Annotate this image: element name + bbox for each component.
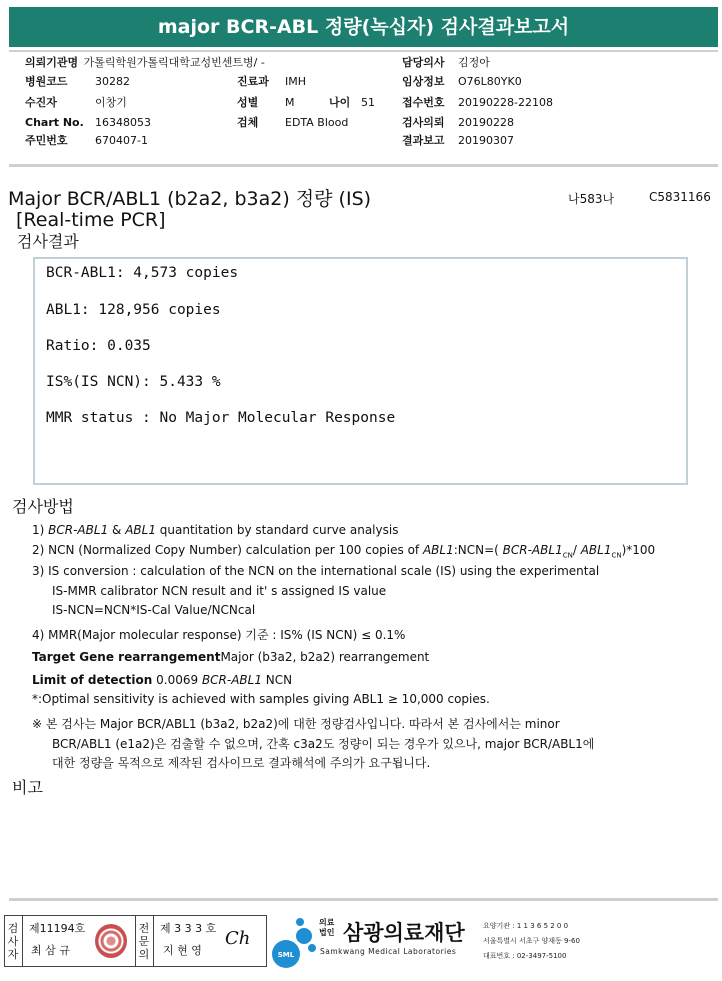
method-item-2-pre: 2) NCN (Normalized Copy Number) calculation per 100 copies of xyxy=(32,543,423,557)
lod-unit: NCN xyxy=(261,673,293,687)
org-name-en: Samkwang Medical Laboratories xyxy=(320,947,457,956)
doctor-label: 담당의사 xyxy=(402,56,445,69)
doctor-row xyxy=(402,56,490,70)
signature-box xyxy=(4,915,267,967)
hospital-code-value: 30282 xyxy=(95,75,130,88)
method-item-3-line-1: 3) IS conversion : calculation of the NCN on the international scale (IS) using the experimental xyxy=(32,564,600,578)
chart-no-value: 16348053 xyxy=(95,116,151,129)
method-item-2-post: )*100 xyxy=(621,543,656,557)
patient-name-row xyxy=(25,96,127,110)
method-item-2-cn-2: CN xyxy=(611,551,622,560)
org-phone: 대표번호 : 02-3497-5100 xyxy=(483,952,567,960)
report-header-title: major BCR-ABL 정량(녹십자) 검사결과보고서 xyxy=(9,7,718,47)
inspector-label: 검사자 xyxy=(7,922,19,961)
method-item-1-num: 1) xyxy=(32,523,45,537)
report-method-subtitle: [Real-time PCR] xyxy=(16,209,166,231)
target-gene-value: Major (b3a2, b2a2) rearrangement xyxy=(220,650,430,664)
org-prefix: 의료 법인 xyxy=(319,918,335,937)
hospital-code-label: 병원코드 xyxy=(25,75,68,88)
sig-divider-2 xyxy=(135,916,136,966)
test-code-2: C5831166 xyxy=(649,190,711,204)
method-item-2-gene-3: BCR-ABL1 xyxy=(502,543,563,557)
specialist-signature: Ch xyxy=(225,928,251,949)
method-item-1-text: quantitation by standard curve analysis xyxy=(155,523,399,537)
report-date-label: 결과보고 xyxy=(402,134,445,147)
test-code-1: 나583나 xyxy=(568,192,615,206)
hospital-value: 가톨릭학원가톨릭대학교성빈센트병/ - xyxy=(83,56,265,69)
department-value: IMH xyxy=(285,75,307,88)
org-name: 삼광의료재단 xyxy=(343,921,465,945)
method-item-2-slash: / xyxy=(572,543,581,557)
lab-info-row xyxy=(402,75,522,89)
receipt-no-row xyxy=(402,96,553,110)
method-item-3-line-3: IS-NCN=NCN*IS-Cal Value/NCNcal xyxy=(52,603,256,617)
request-date-value: 20190228 xyxy=(458,116,514,129)
hospital-code-row xyxy=(25,75,130,89)
method-item-1 xyxy=(32,523,398,537)
header-divider xyxy=(9,50,718,52)
result-abl1: ABL1: 128,956 copies xyxy=(46,302,221,318)
report-date-row xyxy=(402,134,514,148)
notice-line-1: ※ 본 검사는 Major BCR/ABL1 (b3a2, b2a2)에 대한 정량검사입니다. 따라서 본 검사에서는 minor xyxy=(32,717,560,731)
info-divider xyxy=(9,164,718,167)
result-mmr-status: MMR status : No Major Molecular Response xyxy=(46,410,396,426)
notice-line-3: 대한 정량을 목적으로 제작된 검사이므로 결과해석에 주의가 요구됩니다. xyxy=(52,756,431,770)
department-label: 진료과 xyxy=(237,75,269,88)
request-date-row xyxy=(402,116,514,130)
lod-label: Limit of detection xyxy=(32,673,153,687)
chart-no-label: Chart No. xyxy=(25,116,84,129)
resident-no-label: 주민번호 xyxy=(25,134,68,147)
lab-info-label: 임상정보 xyxy=(402,75,445,88)
specialist-license: 제 3 3 3 호 xyxy=(160,922,217,935)
sig-divider-3 xyxy=(153,916,154,966)
sensitivity-note: *:Optimal sensitivity is achieved with samples giving ABL1 ≥ 10,000 copies. xyxy=(32,692,490,706)
chart-no-row xyxy=(25,116,151,130)
receipt-no-value: 20190228-22108 xyxy=(458,96,553,109)
specialist-label: 전문의 xyxy=(138,922,150,961)
lod-row xyxy=(32,673,292,687)
doctor-value: 김정아 xyxy=(458,56,490,69)
inspector-name: 최 삼 규 xyxy=(31,944,70,957)
result-box xyxy=(33,257,688,485)
remarks-heading: 비고 xyxy=(12,778,43,797)
method-item-2-gene: ABL1 xyxy=(422,543,454,557)
sex-age-row xyxy=(237,96,387,110)
inspector-license: 제11194호 xyxy=(29,922,86,935)
specimen-row xyxy=(237,116,349,130)
sex-label: 성별 xyxy=(237,96,259,109)
result-heading: 검사결과 xyxy=(17,232,79,251)
method-item-1-gene-1: BCR-ABL1 xyxy=(48,523,109,537)
result-is-percent: IS%(IS NCN): 5.433 % xyxy=(46,374,221,390)
report-test-title: Major BCR/ABL1 (b2a2, b3a2) 정량 (IS) xyxy=(8,188,372,210)
report-date-value: 20190307 xyxy=(458,134,514,147)
method-item-2 xyxy=(32,543,655,559)
official-seal-icon xyxy=(95,924,127,958)
patient-name-label: 수진자 xyxy=(25,96,57,109)
org-address: 서울특별시 서초구 양재동 9-60 xyxy=(483,937,580,945)
method-item-1-amp: & xyxy=(108,523,126,537)
method-item-2-mid: :NCN=( xyxy=(453,543,503,557)
receipt-no-label: 접수번호 xyxy=(402,96,445,109)
notice-line-2: BCR/ABL1 (e1a2)은 검출할 수 없으며, 간혹 c3a2도 정량이 되는 경우가 있으나, major BCR/ABL1에 xyxy=(52,737,595,751)
lab-info-value: O76L80YK0 xyxy=(458,75,522,88)
lod-value: 0.0069 xyxy=(156,673,202,687)
sml-logo-icon xyxy=(270,914,318,970)
department-row xyxy=(237,75,307,89)
method-item-2-cn-1: CN xyxy=(562,551,573,560)
method-item-1-gene-2: ABL1 xyxy=(125,523,156,537)
specimen-value: EDTA Blood xyxy=(285,116,349,129)
sig-divider-1 xyxy=(22,916,23,966)
hospital-label: 의뢰기관명 xyxy=(25,56,79,69)
lod-gene: BCR-ABL1 xyxy=(201,673,262,687)
footer-divider xyxy=(9,898,718,901)
method-item-4: 4) MMR(Major molecular response) 기준 : IS% (IS NCN) ≤ 0.1% xyxy=(32,628,406,642)
specimen-label: 검체 xyxy=(237,116,259,129)
specialist-name: 지 현 영 xyxy=(163,944,202,957)
result-bcr-abl1: BCR-ABL1: 4,573 copies xyxy=(46,265,239,281)
target-gene-label: Target Gene rearrangement xyxy=(32,650,221,664)
resident-no-row xyxy=(25,134,148,148)
age-value: 51 xyxy=(361,96,375,109)
age-label: 나이 xyxy=(329,96,351,109)
sml-badge-text: SML xyxy=(277,951,295,959)
method-item-3-line-2: IS-MMR calibrator NCN result and it' s assigned IS value xyxy=(52,584,387,598)
sex-value: M xyxy=(285,96,295,109)
org-code: 요양기관 : 1 1 3 6 5 2 0 0 xyxy=(483,922,569,930)
method-item-2-gene-4: ABL1 xyxy=(580,543,612,557)
hospital-row xyxy=(25,56,265,70)
method-heading: 검사방법 xyxy=(12,497,74,516)
result-ratio: Ratio: 0.035 xyxy=(46,338,151,354)
target-gene-row xyxy=(32,650,429,664)
request-date-label: 검사의뢰 xyxy=(402,116,445,129)
resident-no-value: 670407-1 xyxy=(95,134,148,147)
patient-name-value: 이창기 xyxy=(95,96,127,109)
